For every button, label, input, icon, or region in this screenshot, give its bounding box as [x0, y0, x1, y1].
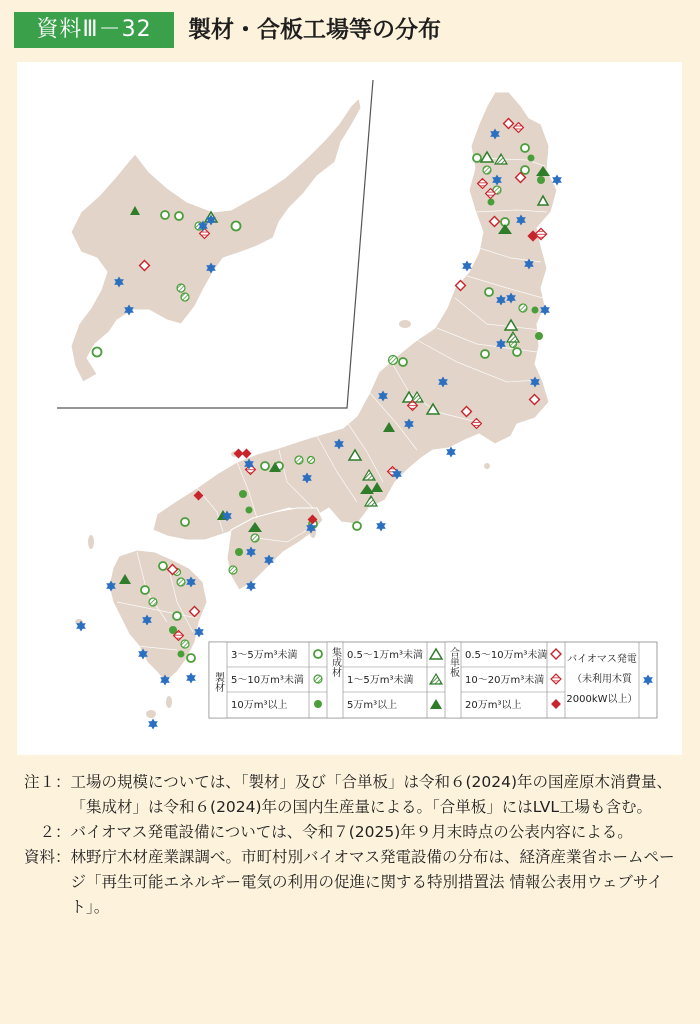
sawmill-marker [235, 548, 243, 556]
sawmill-marker [261, 462, 269, 470]
legend-sawmill-row-2: 5～10万m³未満 [231, 675, 304, 686]
sawmill-marker [308, 457, 315, 464]
note-2 [24, 820, 684, 845]
legend-plywood-row-2: 10～20万m³未満 [465, 675, 545, 686]
sawmill-marker [537, 176, 545, 184]
sawmill-marker [177, 578, 185, 586]
honshu-landmass [153, 92, 557, 540]
legend-biomass-line-2: （未利用木質 [572, 674, 632, 685]
sawmill-marker [513, 348, 521, 356]
note-2-text: バイオマス発電設備については、令和７(2025)年９月末時点の公表内容による。 [70, 823, 633, 841]
sawmill-marker [141, 586, 149, 594]
sawmill-marker [173, 612, 181, 620]
sawmill-marker [535, 332, 543, 340]
figure-title: 製材・合板工場等の分布 [188, 17, 441, 43]
sawmill-marker [399, 358, 407, 366]
legend-plywood-row-1: 0.5～10万m³未満 [465, 650, 548, 661]
biomass-marker [148, 719, 158, 730]
sawmill-marker [181, 293, 189, 301]
sawmill-marker [488, 199, 495, 206]
sawmill-marker [239, 490, 247, 498]
sawmill-marker [353, 522, 361, 530]
sawmill-marker [232, 222, 241, 231]
sawmill-marker [519, 304, 527, 312]
sawmill-marker [483, 166, 491, 174]
sawmill-marker [532, 307, 539, 314]
sawmill-marker [521, 144, 529, 152]
legend-sawmill-medium-icon [314, 675, 322, 683]
note-1-text: 工場の規模については、「製材」及び「合単板」は令和６(2024)年の国産原木消費量、「集成材」は令和６(2024)年の国内生産量による。「合単板」にはLVL工場も含む。 [70, 773, 672, 816]
biomass-marker [186, 673, 196, 684]
sawmill-marker [481, 350, 489, 358]
sawmill-marker [161, 211, 169, 219]
sawmill-marker [521, 166, 529, 174]
legend-sawmill-row-3: 10万m³以上 [231, 700, 288, 711]
izu-oshima-island [484, 463, 490, 469]
legend-plywood-category: 合単板 [447, 647, 459, 677]
sawmill-marker [177, 284, 185, 292]
legend-biomass-line-3: 2000kW以上） [566, 694, 638, 705]
sawmill-marker [178, 651, 185, 658]
legend-laminated-row-1: 0.5～1万m³未満 [347, 650, 424, 661]
footnotes [24, 770, 684, 920]
sawmill-marker [181, 518, 189, 526]
legend-sawmill-category: 製材 [212, 672, 224, 692]
japan-map [17, 62, 682, 755]
legend-plywood-row-3: 20万m³以上 [465, 700, 522, 711]
legend-laminated-row-2: 1～5万m³未満 [347, 675, 414, 686]
hokkaido-landmass [71, 98, 361, 382]
source-note-label: 資料： [24, 848, 71, 866]
source-note [24, 845, 684, 920]
sawmill-marker [251, 534, 259, 542]
note-1-label: 注１： [24, 773, 71, 791]
sawmill-marker [528, 155, 535, 162]
header [0, 0, 700, 58]
sawmill-marker [389, 356, 398, 365]
legend-laminated-row-3: 5万m³以上 [347, 700, 398, 711]
sawmill-marker [159, 562, 167, 570]
map-legend [209, 642, 657, 718]
sawmill-marker [187, 654, 195, 662]
legend-laminated-category: 集成材 [329, 647, 341, 677]
sawmill-marker [485, 288, 493, 296]
legend-sawmill-small-icon [314, 650, 322, 658]
legend-biomass-line-1: バイオマス発電 [567, 654, 637, 665]
map-panel [17, 62, 682, 755]
legend-sawmill-row-1: 3～5万m³未満 [231, 650, 298, 661]
biomass-marker [376, 521, 386, 532]
sawmill-marker [229, 566, 237, 574]
sado-island [399, 320, 411, 328]
tanegashima-island [166, 696, 172, 708]
note-1 [24, 770, 684, 820]
tsushima-island [88, 535, 94, 549]
source-note-text: 林野庁木材産業課調べ。市町村別バイオマス発電設備の分布は、経済産業省ホームページ「再生可能エネルギー電気の利用の促進に関する特別措置法 情報公表用ウェブサイト」。 [70, 848, 675, 916]
sawmill-marker [473, 154, 481, 162]
sawmill-marker [149, 598, 157, 606]
sawmill-marker [295, 456, 303, 464]
sawmill-marker [93, 348, 102, 357]
figure-number-badge: 資料Ⅲ－32 [14, 12, 174, 48]
legend-sawmill-large-icon [314, 700, 322, 708]
sawmill-marker [246, 507, 253, 514]
yakushima-island [146, 710, 156, 718]
note-2-label: ２： [24, 823, 71, 841]
sawmill-marker [181, 640, 189, 648]
sawmill-marker [175, 212, 183, 220]
